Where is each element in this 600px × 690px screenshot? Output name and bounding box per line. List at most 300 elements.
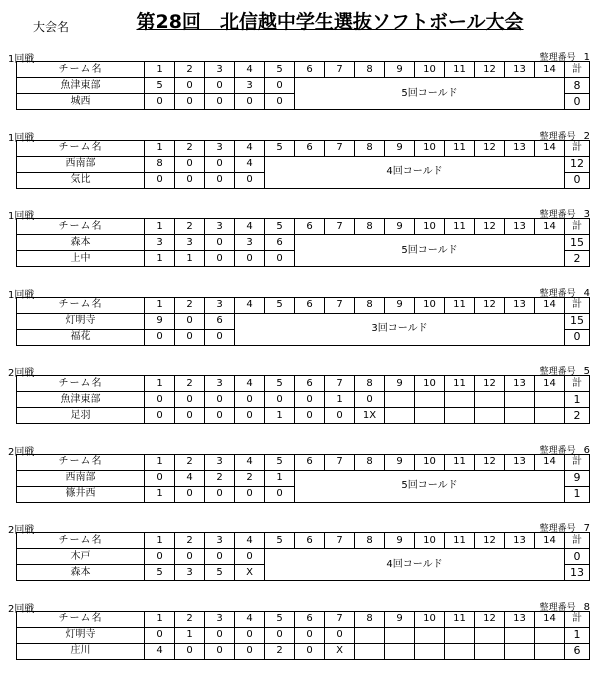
team-name: 灯明寺 [17,313,145,329]
round-label: 1回戦 [8,132,35,144]
team-row [17,549,590,565]
team-total: 13 [565,565,590,581]
inning-score: 1 [145,251,175,267]
inning-header: 5 [265,62,295,78]
seq-label: 整理番号 [539,445,576,456]
inning-score [505,643,535,659]
inning-score: 3 [235,78,265,94]
event-name-label: 大会名 [33,20,70,34]
seq-label: 整理番号 [539,288,576,299]
round-label: 1回戦 [8,289,35,301]
team-row [17,78,590,94]
inning-score: 0 [205,172,235,188]
game-block [8,129,590,189]
game-block [8,600,590,660]
inning-score [415,408,445,424]
inning-header: 3 [205,376,235,392]
inning-score: 5 [145,565,175,581]
inning-score: 4 [175,470,205,486]
inning-header: 7 [325,533,355,549]
page-title [0,7,600,34]
team-name: 福花 [17,329,145,345]
inning-header: 3 [205,297,235,313]
inning-header: 3 [205,140,235,156]
game-block [8,364,590,424]
inning-header: 3 [205,219,235,235]
team-header: チーム名 [17,140,145,156]
inning-header: 6 [295,219,325,235]
inning-header: 8 [355,611,385,627]
inning-header: 5 [265,454,295,470]
inning-header: 1 [145,454,175,470]
inning-score: X [325,643,355,659]
scoreboard-table [16,140,590,189]
seq-value: 5 [583,366,590,377]
inning-score [475,627,505,643]
header-row [17,140,590,156]
called-game-note: 5回コールド [295,470,565,502]
inning-header: 6 [295,376,325,392]
called-game-note: 5回コールド [295,235,565,267]
seq-label: 整理番号 [539,602,576,613]
inning-score: 0 [325,408,355,424]
team-name: 庄川 [17,643,145,659]
inning-score: 0 [295,392,325,408]
team-header: チーム名 [17,62,145,78]
inning-header: 4 [235,533,265,549]
inning-header: 14 [535,219,565,235]
inning-score: 1 [265,470,295,486]
inning-header: 2 [175,611,205,627]
inning-header: 6 [295,611,325,627]
inning-score: 0 [235,627,265,643]
inning-header: 10 [415,533,445,549]
inning-score: 0 [235,549,265,565]
inning-score: 0 [235,392,265,408]
inning-score: 0 [175,156,205,172]
seq-value: 7 [583,523,590,534]
inning-header: 1 [145,140,175,156]
team-name: 魚津東部 [17,78,145,94]
team-row [17,627,590,643]
inning-score: 0 [175,313,205,329]
inning-header: 10 [415,297,445,313]
inning-header: 14 [535,62,565,78]
inning-header: 9 [385,376,415,392]
inning-header: 12 [475,219,505,235]
inning-header: 8 [355,140,385,156]
inning-score [415,627,445,643]
inning-header: 4 [235,376,265,392]
inning-header: 13 [505,140,535,156]
inning-header: 13 [505,62,535,78]
inning-score: 0 [235,94,265,110]
seq-label: 整理番号 [539,524,576,534]
round-label: 2回戦 [8,368,35,379]
inning-header: 12 [475,62,505,78]
inning-score: 4 [145,643,175,659]
scoreboard-table [16,454,590,503]
inning-header: 1 [145,62,175,78]
inning-header: 12 [475,533,505,549]
team-name: 魚津東部 [17,392,145,408]
inning-score [385,408,415,424]
team-name: 城西 [17,94,145,110]
inning-score: 0 [145,408,175,424]
inning-header: 6 [295,140,325,156]
inning-header: 4 [235,297,265,313]
round-label: 1回戦 [8,211,35,222]
team-name: 上中 [17,251,145,267]
inning-score: 0 [175,643,205,659]
scoreboard-table [16,611,590,660]
inning-header: 6 [295,454,325,470]
inning-header: 7 [325,454,355,470]
round-label: 1回戦 [8,54,35,65]
inning-score: 0 [145,549,175,565]
inning-score: 0 [145,94,175,110]
inning-score: 0 [175,172,205,188]
total-header: 計 [565,140,590,156]
inning-score: 0 [145,392,175,408]
inning-score: 0 [265,627,295,643]
inning-header: 6 [295,62,325,78]
inning-score [355,643,385,659]
inning-header: 2 [175,454,205,470]
inning-header: 10 [415,140,445,156]
inning-score: 0 [205,78,235,94]
seq-value: 2 [583,130,590,142]
inning-score [355,627,385,643]
header-row [17,219,590,235]
inning-score: 0 [175,408,205,424]
team-header: チーム名 [17,219,145,235]
inning-header: 2 [175,140,205,156]
inning-score: 0 [205,486,235,502]
inning-header: 10 [415,62,445,78]
seq-value: 3 [583,209,590,220]
inning-header: 7 [325,140,355,156]
inning-header: 4 [235,219,265,235]
inning-score: 0 [205,392,235,408]
seq-label: 整理番号 [539,210,576,220]
inning-header: 10 [415,376,445,392]
inning-header: 13 [505,611,535,627]
header-row [17,62,590,78]
inning-score: 8 [145,156,175,172]
inning-header: 1 [145,219,175,235]
inning-header: 10 [415,454,445,470]
inning-header: 7 [325,297,355,313]
inning-score: 0 [265,251,295,267]
inning-score: 5 [145,78,175,94]
header-row [17,533,590,549]
inning-header: 3 [205,533,235,549]
inning-score: 0 [145,470,175,486]
inning-score: 9 [145,313,175,329]
team-name: 足羽 [17,408,145,424]
inning-score [505,392,535,408]
inning-score: 0 [145,329,175,345]
inning-score: 3 [145,235,175,251]
team-row [17,156,590,172]
round-label: 2回戦 [8,525,35,536]
inning-score: 0 [295,627,325,643]
inning-score: 0 [205,643,235,659]
inning-score: 0 [175,486,205,502]
team-total: 1 [565,627,590,643]
team-total: 8 [565,78,590,94]
seq-value: 1 [583,52,590,63]
inning-header: 12 [475,140,505,156]
game-block [8,443,590,503]
inning-score: 2 [265,643,295,659]
page-title-text: 第28回 北信越中学生選抜ソフトボール大会 [136,11,524,33]
inning-header: 5 [265,611,295,627]
inning-header: 8 [355,62,385,78]
inning-header: 12 [475,297,505,313]
inning-score: 6 [205,313,235,329]
inning-score [445,408,475,424]
game-block [8,207,590,267]
inning-header: 2 [175,533,205,549]
inning-header: 13 [505,533,535,549]
inning-score: 0 [205,408,235,424]
team-total: 0 [565,329,590,345]
inning-score: 0 [265,486,295,502]
called-game-note: 5回コールド [295,78,565,110]
inning-header: 14 [535,140,565,156]
team-header: チーム名 [17,533,145,549]
inning-score: 0 [205,329,235,345]
inning-score: 0 [205,235,235,251]
inning-header: 1 [145,297,175,313]
inning-score: 0 [205,94,235,110]
team-row [17,643,590,659]
inning-score: 0 [295,643,325,659]
inning-score [445,392,475,408]
inning-header: 8 [355,376,385,392]
inning-header: 11 [445,454,475,470]
inning-score: 0 [175,392,205,408]
inning-score: 3 [175,565,205,581]
inning-header: 1 [145,611,175,627]
inning-header: 14 [535,376,565,392]
inning-score [535,392,565,408]
inning-score [535,643,565,659]
inning-score [475,392,505,408]
team-row [17,313,590,329]
total-header: 計 [565,297,590,313]
inning-score: 3 [235,235,265,251]
scoreboard-table [16,61,590,110]
seq-value: 4 [583,287,590,299]
inning-header: 10 [415,611,445,627]
inning-header: 2 [175,219,205,235]
inning-header: 8 [355,533,385,549]
inning-score: 0 [205,251,235,267]
inning-header: 4 [235,62,265,78]
inning-score: 1 [145,486,175,502]
team-name: 灯明寺 [17,627,145,643]
inning-score: 1X [355,408,385,424]
inning-header: 11 [445,533,475,549]
inning-header: 3 [205,62,235,78]
inning-score: 0 [235,486,265,502]
inning-score: 0 [265,392,295,408]
inning-header: 8 [355,297,385,313]
total-header: 計 [565,454,590,470]
inning-header: 9 [385,454,415,470]
inning-score: 0 [175,78,205,94]
inning-score [415,392,445,408]
inning-header: 14 [535,533,565,549]
team-header: チーム名 [17,297,145,313]
inning-score: 0 [235,643,265,659]
inning-header: 4 [235,140,265,156]
inning-header: 6 [295,533,325,549]
header-row [17,376,590,392]
inning-header: 11 [445,611,475,627]
inning-header: 7 [325,376,355,392]
inning-header: 8 [355,454,385,470]
inning-score [475,408,505,424]
inning-score: 0 [265,78,295,94]
seq-value: 6 [583,444,590,456]
round-label: 2回戦 [8,446,35,458]
inning-score: X [235,565,265,581]
team-name: 西南部 [17,470,145,486]
inning-score: 1 [265,408,295,424]
inning-score [475,643,505,659]
inning-score [385,392,415,408]
inning-score [385,643,415,659]
team-name: 篠井西 [17,486,145,502]
inning-score: 2 [235,470,265,486]
total-header: 計 [565,62,590,78]
inning-header: 9 [385,62,415,78]
inning-header: 5 [265,219,295,235]
inning-header: 5 [265,533,295,549]
team-total: 1 [565,392,590,408]
seq-label: 整理番号 [539,53,576,63]
inning-score: 0 [145,627,175,643]
inning-score: 0 [175,329,205,345]
inning-header: 11 [445,297,475,313]
inning-score: 6 [265,235,295,251]
inning-score: 0 [175,549,205,565]
game-block [8,286,590,346]
inning-score: 2 [205,470,235,486]
team-total: 9 [565,470,590,486]
total-header: 計 [565,219,590,235]
inning-header: 9 [385,297,415,313]
team-name: 森本 [17,565,145,581]
seq-value: 8 [583,601,590,613]
inning-header: 6 [295,297,325,313]
team-total: 1 [565,486,590,502]
inning-score: 4 [235,156,265,172]
inning-score [445,627,475,643]
inning-score: 0 [235,408,265,424]
total-header: 計 [565,376,590,392]
inning-score: 3 [175,235,205,251]
inning-header: 4 [235,611,265,627]
game-block [8,521,590,581]
inning-score: 5 [205,565,235,581]
inning-score: 0 [145,172,175,188]
inning-score: 0 [205,156,235,172]
inning-header: 9 [385,140,415,156]
inning-header: 13 [505,454,535,470]
inning-header: 5 [265,376,295,392]
inning-header: 8 [355,219,385,235]
inning-header: 9 [385,533,415,549]
scoreboard-table [16,375,590,424]
inning-header: 7 [325,219,355,235]
inning-header: 11 [445,140,475,156]
inning-header: 12 [475,454,505,470]
inning-header: 12 [475,376,505,392]
inning-header: 7 [325,62,355,78]
inning-header: 14 [535,454,565,470]
header-row [17,454,590,470]
inning-score: 0 [175,94,205,110]
called-game-note: 3回コールド [235,313,565,345]
team-total: 0 [565,94,590,110]
inning-score [385,627,415,643]
called-game-note: 4回コールド [265,549,565,581]
team-total: 2 [565,251,590,267]
inning-header: 9 [385,219,415,235]
inning-score [505,408,535,424]
inning-header: 11 [445,219,475,235]
team-total: 15 [565,235,590,251]
inning-header: 2 [175,62,205,78]
inning-header: 13 [505,297,535,313]
inning-header: 11 [445,376,475,392]
inning-score: 0 [235,251,265,267]
inning-header: 12 [475,611,505,627]
team-total: 0 [565,172,590,188]
team-total: 12 [565,156,590,172]
inning-header: 7 [325,611,355,627]
team-name: 森本 [17,235,145,251]
team-row [17,392,590,408]
called-game-note: 4回コールド [265,156,565,188]
inning-score [535,408,565,424]
team-total: 2 [565,408,590,424]
scoreboard-table [16,297,590,346]
inning-score: 0 [235,172,265,188]
scoreboard-table [16,218,590,267]
game-block [8,50,590,110]
inning-score [445,643,475,659]
inning-header: 9 [385,611,415,627]
team-row [17,470,590,486]
inning-score [505,627,535,643]
inning-header: 5 [265,140,295,156]
team-row [17,408,590,424]
inning-score: 0 [355,392,385,408]
total-header: 計 [565,611,590,627]
team-name: 気比 [17,172,145,188]
inning-score: 1 [175,627,205,643]
team-row [17,235,590,251]
total-header: 計 [565,533,590,549]
team-total: 0 [565,549,590,565]
header-row [17,611,590,627]
